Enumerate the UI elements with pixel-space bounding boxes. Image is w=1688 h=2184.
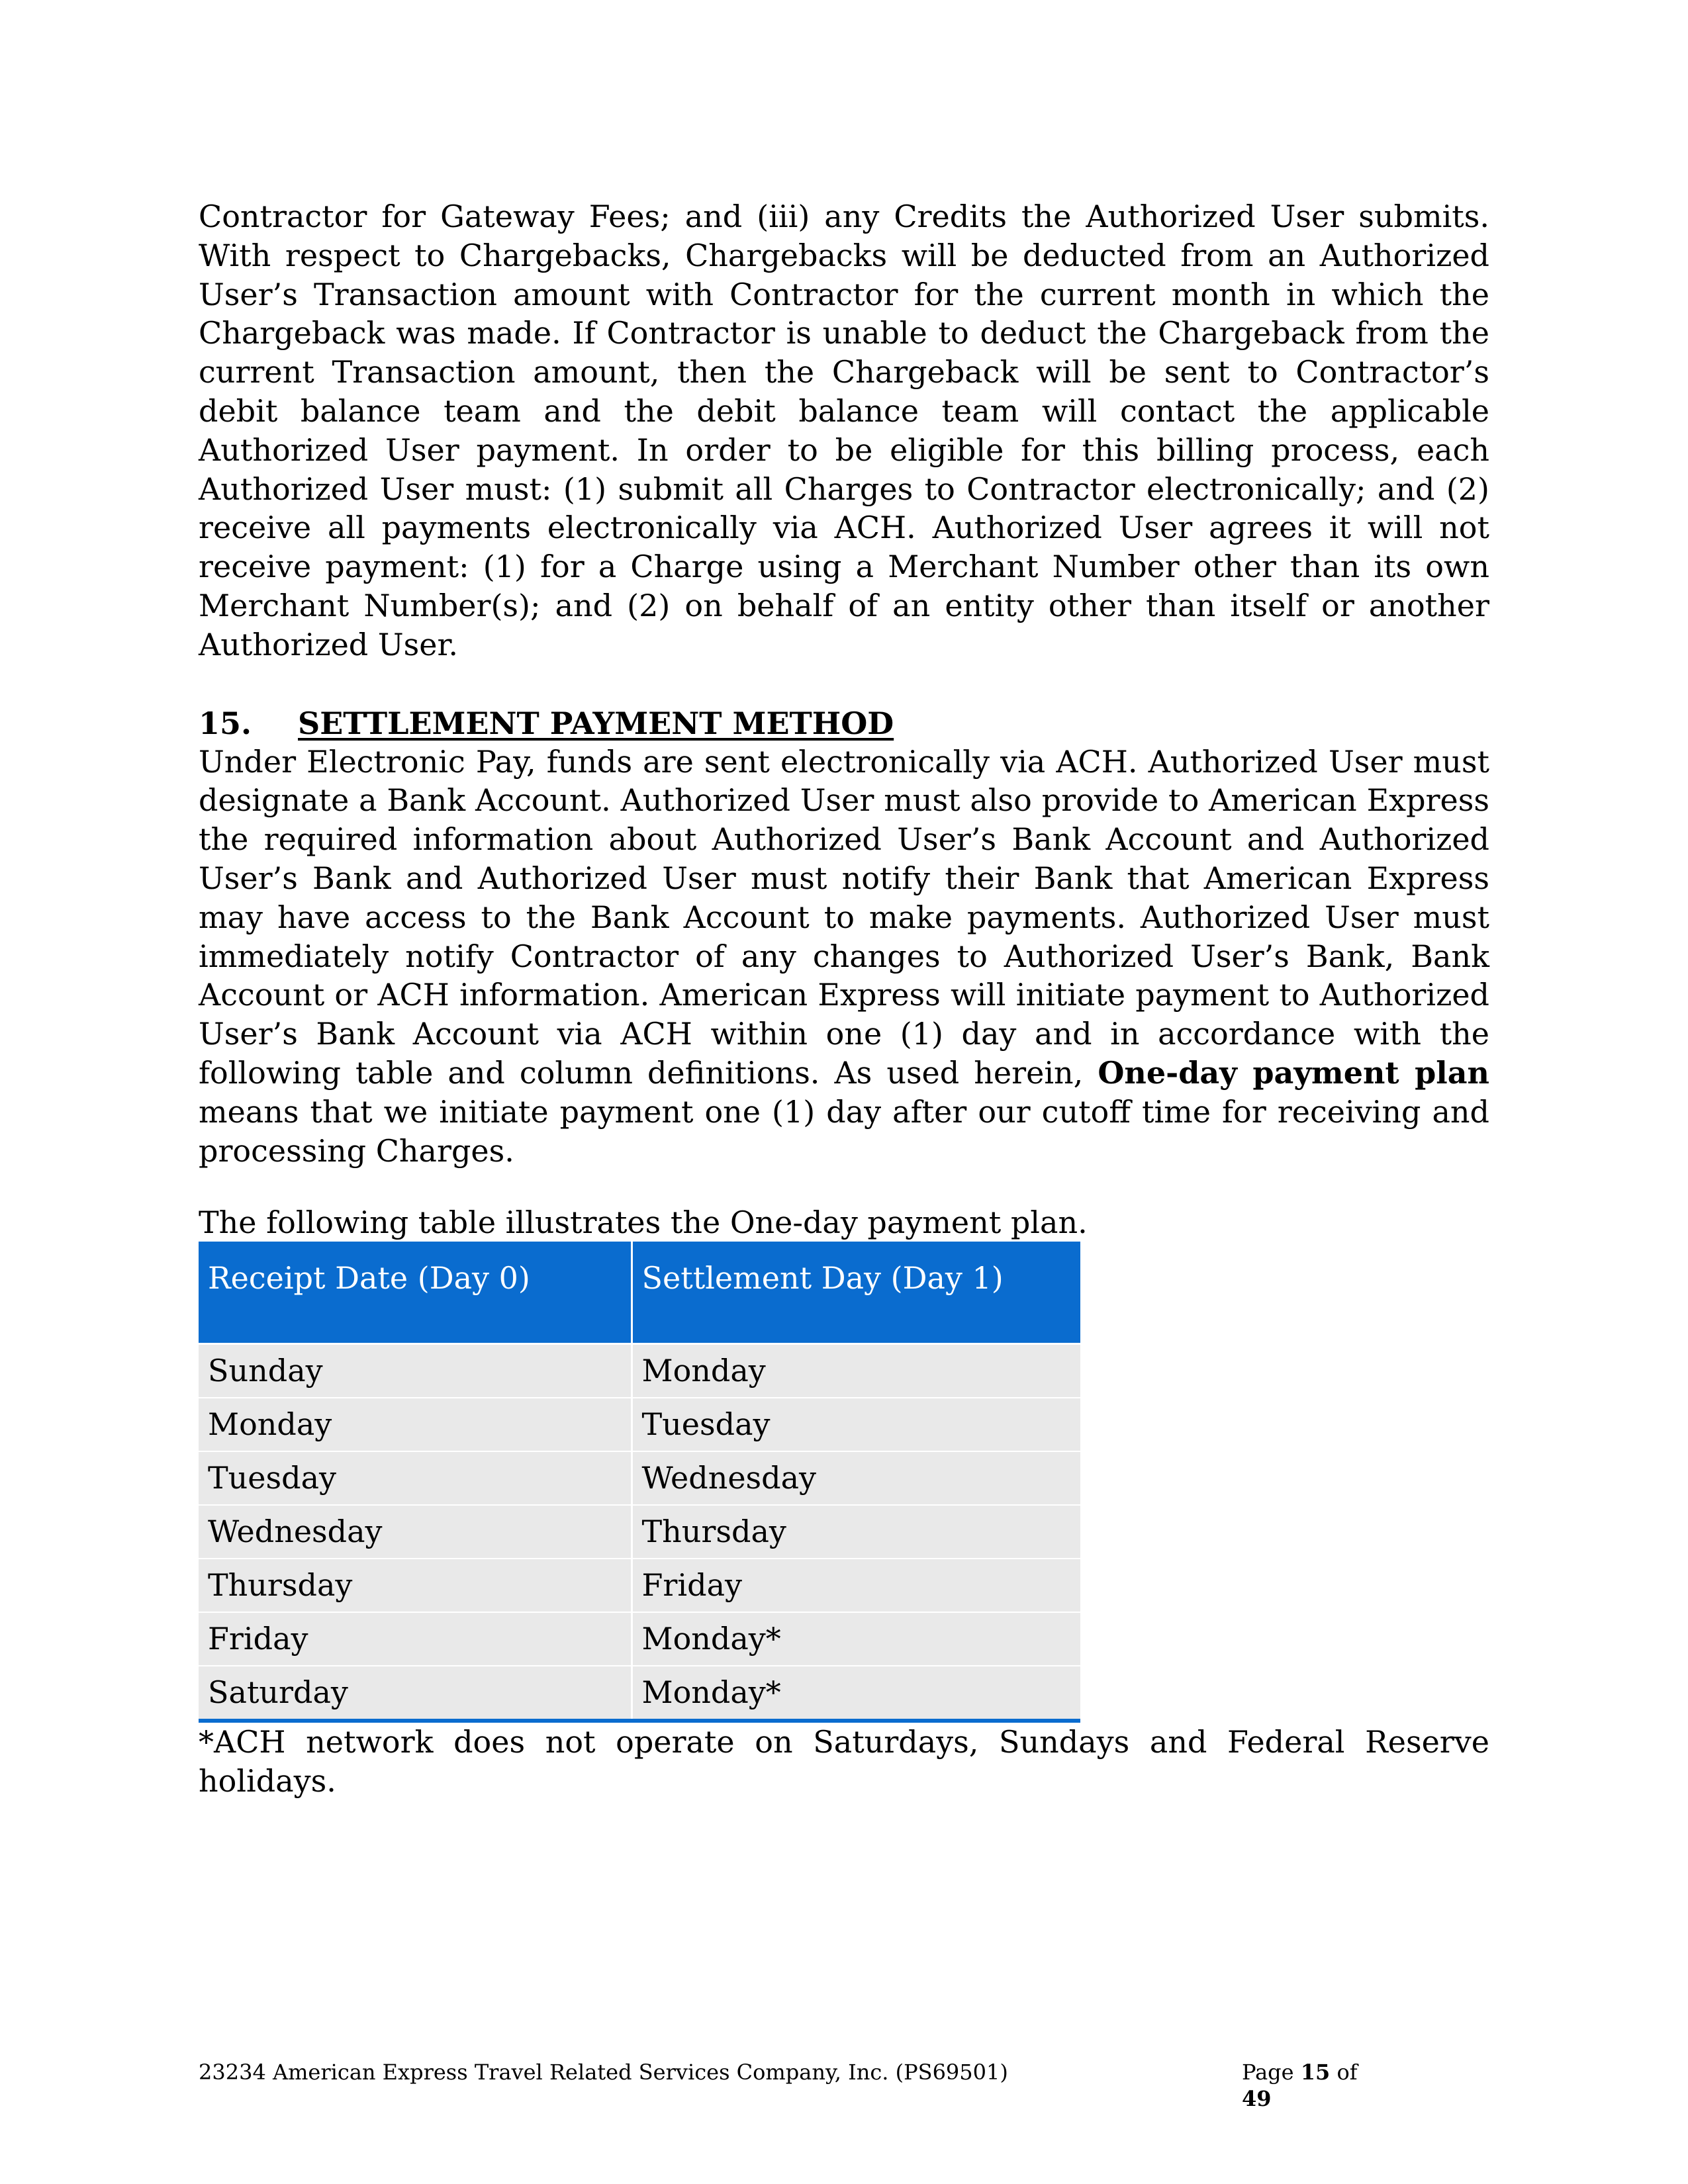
settlement-day-cell: Monday xyxy=(632,1343,1080,1398)
footer-company: 23234 American Express Travel Related Services Company, Inc. (PS69501) xyxy=(199,2060,1008,2085)
receipt-day-cell: Sunday xyxy=(199,1343,632,1398)
receipt-day-cell: Friday xyxy=(199,1612,632,1666)
page-of: of xyxy=(1336,2060,1358,2085)
page-total: 49 xyxy=(1242,2086,1272,2111)
header-settlement-day: Settlement Day (Day 1) xyxy=(632,1242,1080,1343)
page-label: Page xyxy=(1242,2060,1294,2085)
settlement-day-cell: Tuesday xyxy=(632,1398,1080,1451)
receipt-day-cell: Wednesday xyxy=(199,1505,632,1559)
paragraph-chargebacks: Contractor for Gateway Fees; and (iii) any Credits the Authorized User submits. With respect to Chargebacks, Chargebacks will be deducted from an Authorized User’s Transaction amount with Contractor for the current month in which the Chargeback was made. If Contractor is unable to deduct the Chargeback from the current Transaction amount, then the Chargeback will be sent to Contractor’s debit balance team and the debit balance team will contact the applicable Authorized User payment. In order to be eligible for this billing process, each Authorized User must: (1) submit all Charges to Contractor electronically; and (2) receive all payments electronically via ACH. Authorized User agrees it will not receive payment: (1) for a Charge using a Merchant Number other than its own Merchant Number(s); and (2) on behalf of an entity other than itself or another Authorized User. xyxy=(199,199,1489,662)
table-row xyxy=(199,1398,1080,1451)
table-row xyxy=(199,1666,1080,1721)
payment-plan-table xyxy=(199,1242,1080,1723)
page-current: 15 xyxy=(1300,2060,1331,2085)
table-row xyxy=(199,1343,1080,1398)
table-intro: The following table illustrates the One-day payment plan. xyxy=(199,1205,1088,1241)
settlement-day-cell: Wednesday xyxy=(632,1451,1080,1505)
section-heading xyxy=(199,704,1489,743)
settlement-day-cell: Monday* xyxy=(632,1612,1080,1666)
section-number: 15. xyxy=(199,705,252,741)
table-row xyxy=(199,1559,1080,1612)
receipt-day-cell: Monday xyxy=(199,1398,632,1451)
paragraph-settlement-part2: means that we initiate payment one (1) day after our cutoff time for receiving and processing Charges. xyxy=(199,1093,1489,1169)
settlement-day-cell: Thursday xyxy=(632,1505,1080,1559)
settlement-day-cell: Monday* xyxy=(632,1666,1080,1721)
document-page xyxy=(199,197,1489,1800)
paragraph-settlement-part1: Under Electronic Pay, funds are sent electronically via ACH. Authorized User must designate a Bank Account. Authorized User must also provide to American Express the required information about Authorized User’s Bank Account and Authorized User’s Bank and Authorized User must notify their Bank that American Express may have access to the Bank Account to make payments. Authorized User must immediately notify Contractor of any changes to Authorized User’s Bank, Bank Account or ACH information. American Express will initiate payment to Authorized User’s Bank Account via ACH within one (1) day and in accordance with the following table and column definitions. As used herein, xyxy=(199,743,1489,1091)
section-title: SETTLEMENT PAYMENT METHOD xyxy=(298,705,894,741)
page-number xyxy=(1242,2059,1390,2112)
defined-term: One-day payment plan xyxy=(1098,1054,1490,1091)
table-row xyxy=(199,1451,1080,1505)
table-header-row xyxy=(199,1242,1080,1343)
settlement-day-cell: Friday xyxy=(632,1559,1080,1612)
receipt-day-cell: Tuesday xyxy=(199,1451,632,1505)
table-row xyxy=(199,1505,1080,1559)
paragraph-settlement xyxy=(199,743,1489,1171)
header-receipt-date: Receipt Date (Day 0) xyxy=(199,1242,632,1343)
receipt-day-cell: Saturday xyxy=(199,1666,632,1721)
table-footnote: *ACH network does not operate on Saturdays, Sundays and Federal Reserve holidays. xyxy=(199,1723,1489,1799)
receipt-day-cell: Thursday xyxy=(199,1559,632,1612)
table-row xyxy=(199,1612,1080,1666)
